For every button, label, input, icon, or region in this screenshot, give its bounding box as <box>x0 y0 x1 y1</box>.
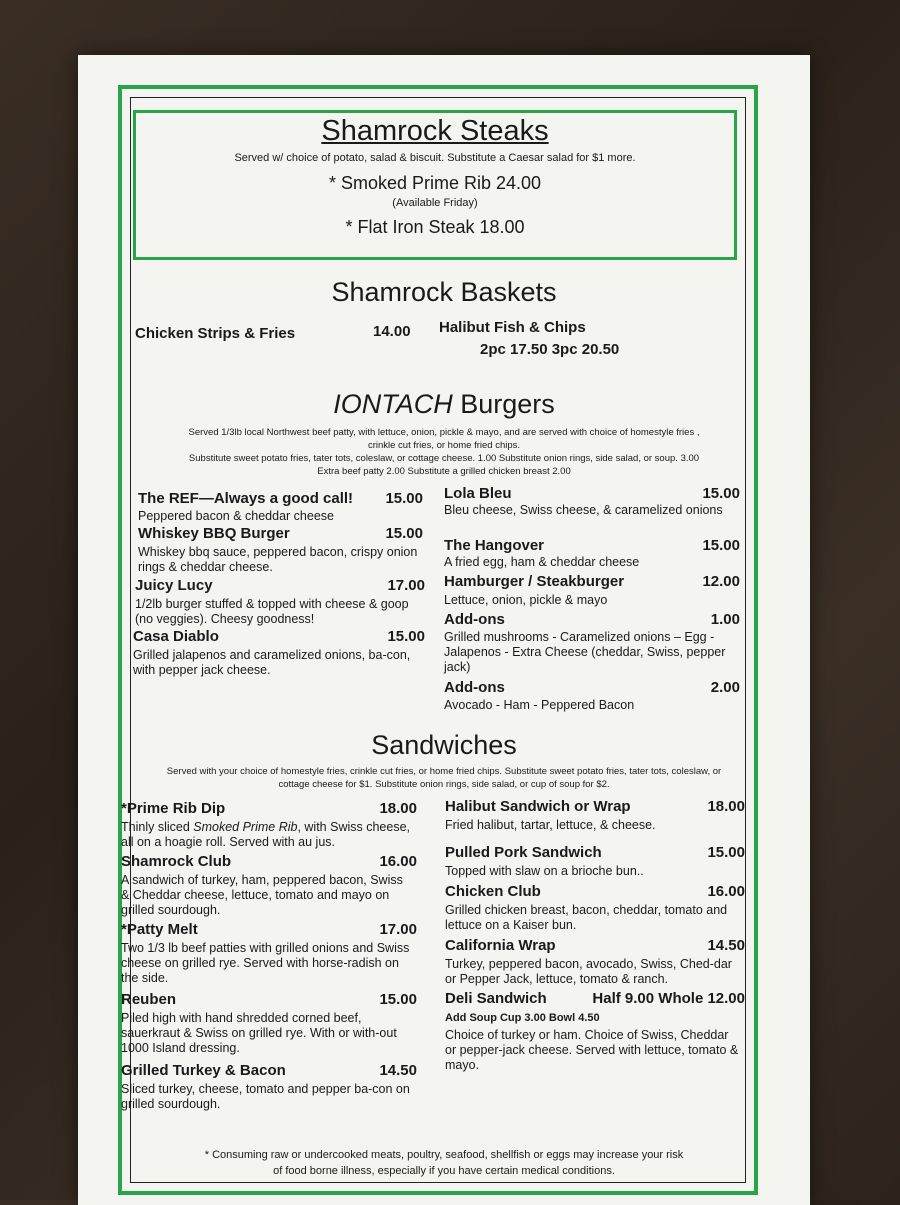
sandwich-desc: Turkey, peppered bacon, avocado, Swiss, Ched-dar or Pepper Jack, lettuce, tomato & ranch. <box>445 957 732 986</box>
burger-item: Juicy Lucy 17.00 <box>135 577 425 594</box>
burger-item: The REF—Always a good call! 15.00 <box>138 490 423 507</box>
halibut-fish-chips-prices: 2pc 17.50 3pc 20.50 <box>480 341 620 358</box>
burger-item: Casa Diablo 15.00 <box>133 628 425 645</box>
sandwich-item: Reuben 15.00 <box>121 991 417 1008</box>
sandwich-desc: Thinly sliced Smoked Prime Rib, with Swiss cheese, all on a hoagie roll. Served with au jus. <box>121 820 410 849</box>
burger-item: Lola Bleu 15.00 <box>444 485 740 502</box>
burger-desc: 1/2lb burger stuffed & topped with cheese & goop (no veggies). Cheesy goodness! <box>135 597 409 626</box>
baskets-title: Shamrock Baskets <box>331 277 557 307</box>
availability-note: (Available Friday) <box>392 197 478 209</box>
steaks-title: Shamrock Steaks <box>321 115 549 147</box>
sandwich-item: Grilled Turkey & Bacon 14.50 <box>121 1062 417 1079</box>
sandwich-item: Chicken Club 16.00 <box>445 883 745 900</box>
halibut-fish-chips-name: Halibut Fish & Chips <box>439 319 586 336</box>
sandwich-desc: Piled high with hand shredded corned beef, sauerkraut & Swiss on grilled rye. With or with-out 1000 Island dressing. <box>121 1011 397 1055</box>
sandwich-item: Pulled Pork Sandwich 15.00 <box>445 844 745 861</box>
sandwich-item: Deli Sandwich Half 9.00 Whole 12.00 <box>445 990 745 1007</box>
chicken-strips-price: 14.00 <box>373 323 411 340</box>
sandwich-desc: Topped with slaw on a brioche bun.. <box>445 864 644 878</box>
burger-desc: Lettuce, onion, pickle & mayo <box>444 593 608 607</box>
sandwich-item: California Wrap 14.50 <box>445 937 745 954</box>
burger-desc: A fried egg, ham & cheddar cheese <box>444 555 640 569</box>
steaks-subtitle: Served w/ choice of potato, salad & biscuit. Substitute a Caesar salad for $1 more. <box>234 152 636 164</box>
burgers-brand: IONTACH <box>333 389 453 419</box>
sandwich-desc: Grilled chicken breast, bacon, cheddar, tomato and lettuce on a Kaiser bun. <box>445 903 728 932</box>
burger-item: Add-ons 1.00 <box>444 611 740 628</box>
steaks-section <box>133 110 737 260</box>
burger-item: Whiskey BBQ Burger 15.00 <box>138 525 423 542</box>
sandwich-item: Shamrock Club 16.00 <box>121 853 417 870</box>
burgers-title-rest: Burgers <box>452 389 555 419</box>
menu-sheet <box>78 55 810 1205</box>
sandwich-desc: Choice of turkey or ham. Choice of Swiss, Cheddar or pepper-jack cheese. Served with lettuce, tomato & mayo. <box>445 1028 739 1072</box>
sandwich-desc: Two 1/3 lb beef patties with grilled onions and Swiss cheese on grilled rye. Served with horse-radish on the side. <box>121 941 410 985</box>
sandwich-desc: Fried halibut, tartar, lettuce, & cheese. <box>445 818 656 832</box>
burger-desc: Whiskey bbq sauce, peppered bacon, crispy onion rings & cheddar cheese. <box>138 545 418 574</box>
burgers-title <box>78 389 810 420</box>
flat-iron-steak: * Flat Iron Steak 18.00 <box>345 217 525 237</box>
sandwiches-notes: Served with your choice of homestyle fries, crinkle cut fries, or home fried chips. Substitute sweet potato fries, tater tots, coleslaw, or cottage cheese for $1. Substitute onion rings, side salad, or cup of soup for $2. <box>166 766 722 790</box>
sandwich-desc: A sandwich of turkey, ham, peppered bacon, Swiss & Cheddar cheese, lettuce, tomato and mayo on grilled sourdough. <box>121 873 403 917</box>
sandwiches-title: Sandwiches <box>371 730 517 760</box>
sandwich-item: *Patty Melt 17.00 <box>121 921 417 938</box>
chicken-strips-name: Chicken Strips & Fries <box>135 325 296 342</box>
deli-soup-addon: Add Soup Cup 3.00 Bowl 4.50 <box>445 1012 600 1024</box>
smoked-prime-rib: * Smoked Prime Rib 24.00 <box>328 173 542 193</box>
burger-item: The Hangover 15.00 <box>444 537 740 554</box>
burger-desc: Grilled mushrooms - Caramelized onions – Egg - Jalapenos - Extra Cheese (cheddar, Swiss, pepper jack) <box>444 630 726 674</box>
burgers-notes: Served 1/3lb local Northwest beef patty, with lettuce, onion, pickle & mayo, and are served with choice of homestyle fries , crinkle cut fries, or home fried chips. Substitute sweet potato fries, tater tots, coleslaw, or cottage cheese. 1.00 Substitute onion rings, side salad, or soup. 3.00 Extra beef patty 2.00 Substitute a grilled chicken breast 2.00 <box>188 427 700 477</box>
sandwich-item: *Prime Rib Dip 18.00 <box>121 800 417 817</box>
burger-item: Hamburger / Steakburger 12.00 <box>444 573 740 590</box>
health-disclaimer: * Consuming raw or undercooked meats, poultry, seafood, shellfish or eggs may increase your risk of food borne illness, especially if you have certain medical conditions. <box>204 1149 684 1177</box>
burger-desc: Bleu cheese, Swiss cheese, & caramelized onions <box>444 503 723 517</box>
sandwich-desc: Sliced turkey, cheese, tomato and pepper ba-con on grilled sourdough. <box>121 1082 410 1111</box>
burger-desc: Peppered bacon & cheddar cheese <box>138 509 334 523</box>
burger-desc: Avocado - Ham - Peppered Bacon <box>444 698 635 712</box>
sandwich-item: Halibut Sandwich or Wrap 18.00 <box>445 798 745 815</box>
burger-item: Add-ons 2.00 <box>444 679 740 696</box>
burger-desc: Grilled jalapenos and caramelized onions, ba-con, with pepper jack cheese. <box>133 648 411 677</box>
